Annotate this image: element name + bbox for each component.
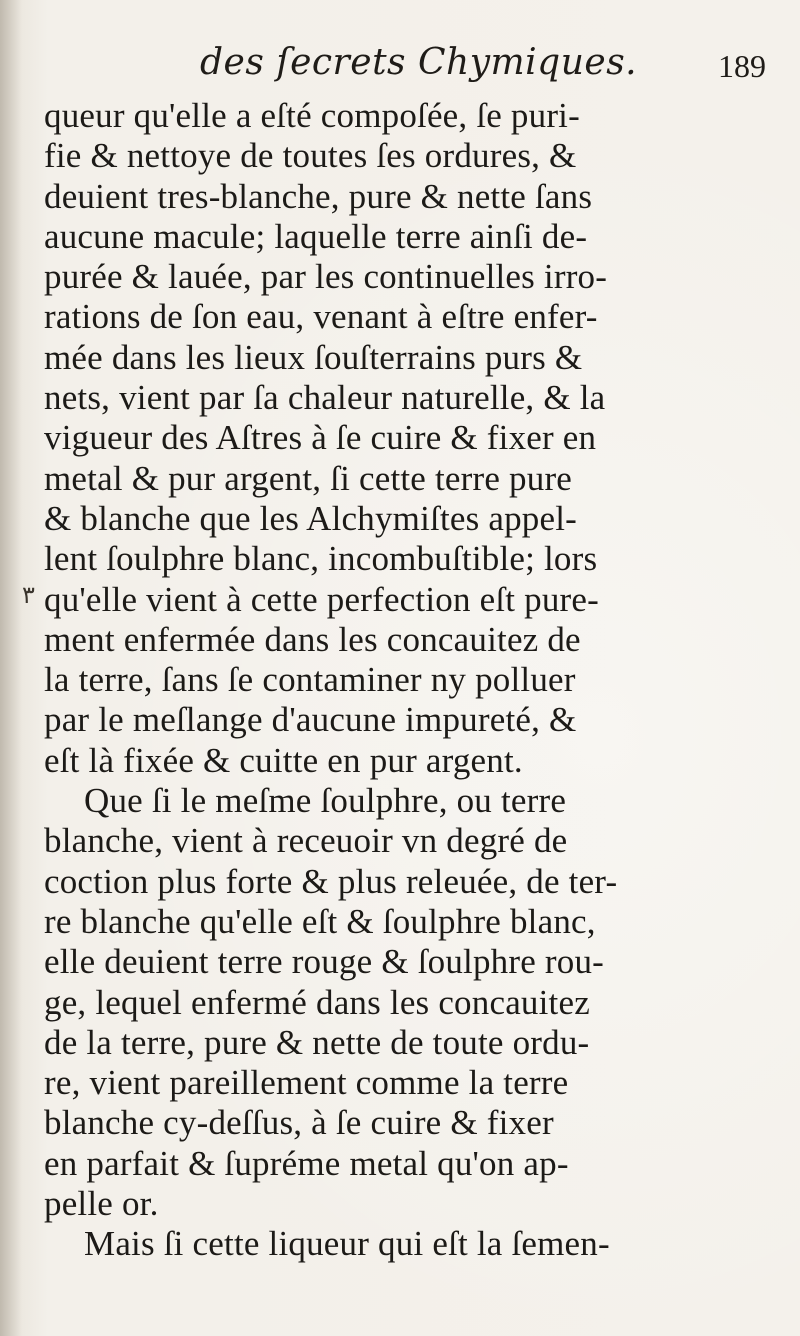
text-line: par le meſlange d'aucune impureté, & [44,700,577,740]
text-line: nets, vient par ſa chaleur naturelle, & la [44,378,606,418]
text-line: coction plus forte & plus releuée, de ter- [44,861,618,901]
text-line: lent ſoulphre blanc, incombuſtible; lors [44,539,598,579]
running-head-title: des ſecrets Chymiques. [200,42,638,83]
text-line: queur qu'elle a eſté compoſée, ſe puri- [44,96,580,135]
text-line: ment enfermée dans les concauitez de [44,619,581,659]
text-line: vigueur des Aſtres à ſe cuire & fixer en [44,418,597,458]
text-line: deuient tres-blanche, pure & nette ſans [44,176,593,216]
text-line: mée dans les lieux ſouſterrains purs & [44,337,583,377]
text-line: de la terre, pure & nette de toute ordu- [44,1022,590,1062]
text-line: ge, lequel enfermé dans les concauitez [44,982,590,1022]
page-number: 189 [718,48,766,84]
paragraph-start-line: Que ſi le meſme ſoulphre, ou terre [84,781,567,821]
binding-gutter-shadow [0,0,22,1336]
text-line: aucune macule; laquelle terre ainſi de- [44,216,588,256]
margin-mark: ٣ [22,583,35,609]
running-head [0,42,800,90]
text-line: & blanche que les Alchymiſtes appel- [44,498,578,538]
body-text [44,96,774,1265]
text-line: re, vient pareillement comme la terre [44,1063,569,1103]
text-line: en parfait & ſupréme metal qu'on ap- [44,1143,569,1183]
text-line: blanche, vient à receuoir vn degré de [44,821,568,861]
text-line: elle deuient terre rouge & ſoulphre rou- [44,942,605,982]
text-line: la terre, ſans ſe contaminer ny polluer [44,660,576,700]
text-line: re blanche qu'elle eſt & ſoulphre blanc, [44,901,596,941]
text-line: pelle or. [44,1184,159,1224]
text-line: eſt là fixée & cuitte en pur argent. [44,740,523,780]
text-line: rations de ſon eau, venant à eſtre enfer- [44,297,598,337]
text-line: blanche cy-deſſus, à ſe cuire & fixer [44,1103,554,1143]
paragraph-start-line: Mais ſi cette liqueur qui eſt la ſemen- [84,1224,610,1264]
text-line: fie & nettoye de toutes ſes ordures, & [44,136,577,176]
text-line: purée & lauée, par les continuelles irro- [44,257,608,297]
text-line: qu'elle vient à cette perfection eſt pure- [44,579,599,619]
text-line: metal & pur argent, ſi cette terre pure [44,458,573,498]
